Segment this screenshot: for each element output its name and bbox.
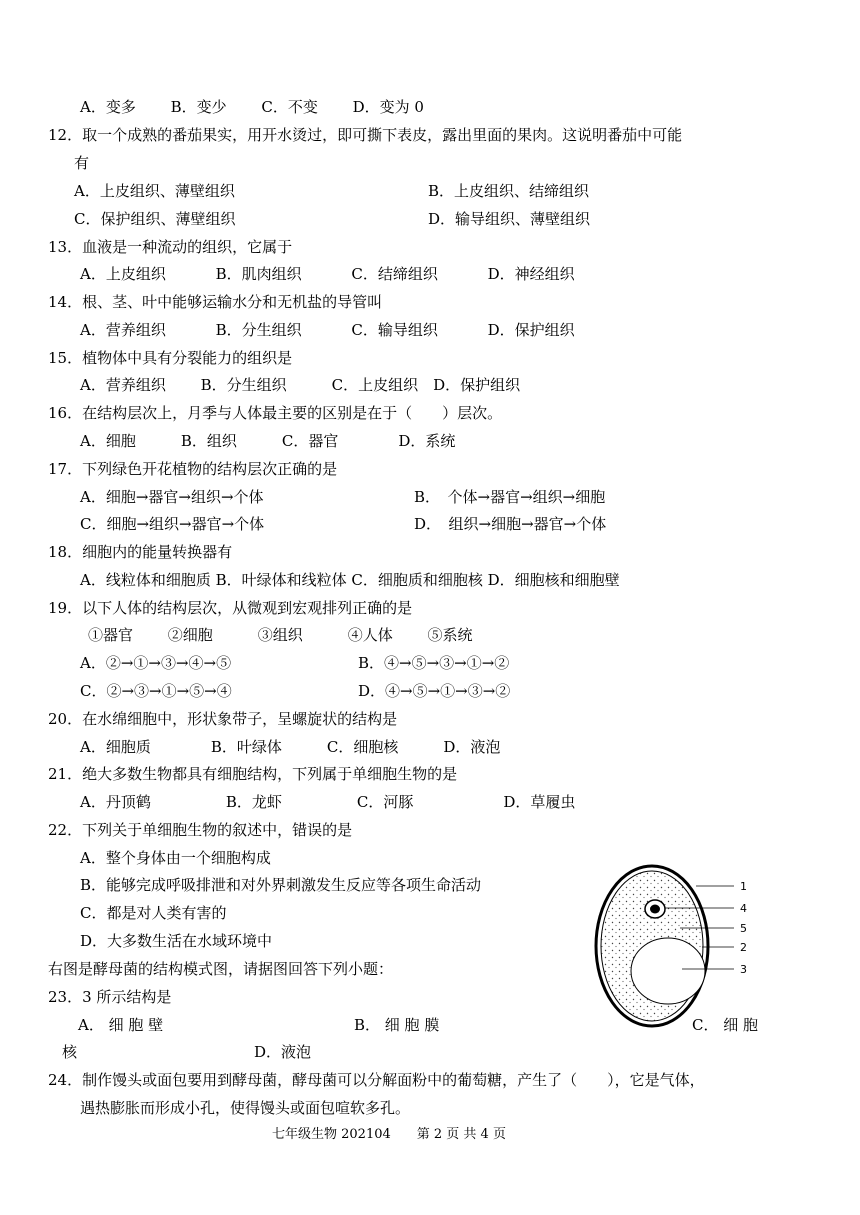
q24-stem: 24．制作馒头或面包要用到酵母菌，酵母菌可以分解面粉中的葡萄糖，产生了（ ），它是气体， <box>48 1071 705 1089</box>
q19-option-b: B．④→⑤→③→①→② <box>358 654 510 672</box>
q21-stem: 21．绝大多数生物都具有细胞结构，下列属于单细胞生物的是 <box>48 765 458 783</box>
q23-option-c: C． 细 胞 <box>692 1016 759 1034</box>
q14-options: A．营养组织 B．分生组织 C．输导组织 D．保护组织 <box>80 321 575 339</box>
q15-stem: 15．植物体中具有分裂能力的组织是 <box>48 349 293 367</box>
label-5: 5 <box>740 922 747 935</box>
nucleolus <box>650 905 660 914</box>
q12-option-a: A．上皮组织、薄壁组织 <box>74 182 235 200</box>
q20-options: A．细胞质 B．叶绿体 C．细胞核 D．液泡 <box>80 738 501 756</box>
q22-option-b: B．能够完成呼吸排泄和对外界刺激发生反应等各项生命活动 <box>80 876 482 894</box>
label-3: 3 <box>740 963 747 976</box>
q22-option-c: C．都是对人类有害的 <box>80 904 227 922</box>
q18-stem: 18．细胞内的能量转换器有 <box>48 543 233 561</box>
q19-option-d: D．④→⑤→①→③→② <box>358 682 511 700</box>
q21-options: A．丹顶鹤 B．龙虾 C．河豚 D．草履虫 <box>80 793 576 811</box>
q12-option-d: D．输导组织、薄壁组织 <box>428 210 591 228</box>
q20-stem: 20．在水绵细胞中，形状象带子，呈螺旋状的结构是 <box>48 710 398 728</box>
q16-options: A．细胞 B．组织 C．器官 D．系统 <box>80 432 456 450</box>
q22-option-a: A．整个身体由一个细胞构成 <box>80 849 271 867</box>
q13-stem: 13．血液是一种流动的组织，它属于 <box>48 238 293 256</box>
q12-stem-cont: 有 <box>74 154 90 172</box>
label-4: 4 <box>740 902 747 915</box>
q17-option-b: B． 个体→器官→组织→细胞 <box>414 488 606 506</box>
label-1: 1 <box>740 880 747 893</box>
q24-stem-cont: 遇热膨胀而形成小孔，使得馒头或面包喧软多孔。 <box>80 1099 411 1117</box>
q12-option-c: C．保护组织、薄壁组织 <box>74 210 236 228</box>
page-footer: 七年级生物 202104 第 2 页 共 4 页 <box>272 1127 506 1142</box>
q12-stem: 12．取一个成熟的番茄果实，用开水烫过，即可撕下表皮，露出里面的果肉。这说明番茄中可能 <box>48 126 683 144</box>
q19-stem: 19．以下人体的结构层次，从微观到宏观排列正确的是 <box>48 599 413 617</box>
q19-option-a: A．②→①→③→④→⑤ <box>80 654 232 672</box>
q15-options: A．营养组织 B．分生组织 C．上皮组织 D．保护组织 <box>80 376 521 394</box>
q23-stem: 23．3 所示结构是 <box>48 988 172 1006</box>
label-2: 2 <box>740 941 747 954</box>
q12-option-b: B．上皮组织、结缔组织 <box>428 182 590 200</box>
vacuole <box>631 938 705 1004</box>
q22-option-d: D．大多数生活在水域环境中 <box>80 932 273 950</box>
q23-option-b: B． 细 胞 膜 <box>354 1016 440 1034</box>
q14-stem: 14．根、茎、叶中能够运输水分和无机盐的导管叫 <box>48 293 383 311</box>
q18-options: A．线粒体和细胞质 B．叶绿体和线粒体 C．细胞质和细胞核 D．细胞核和细胞壁 <box>80 571 620 589</box>
q17-option-d: D． 组织→细胞→器官→个体 <box>414 515 607 533</box>
q22-stem: 22．下列关于单细胞生物的叙述中，错误的是 <box>48 821 353 839</box>
yeast-cell-diagram <box>590 858 790 1034</box>
q19-option-c: C．②→③→①→⑤→④ <box>80 682 232 700</box>
q11-options: A．变多 B．变少 C．不变 D．变为 0 <box>80 98 424 116</box>
q23-option-a: A． 细 胞 壁 <box>78 1016 164 1034</box>
q17-stem: 17．下列绿色开花植物的结构层次正确的是 <box>48 460 338 478</box>
q23-option-c-cont: 核 <box>62 1043 78 1061</box>
q17-option-c: C．细胞→组织→器官→个体 <box>80 515 265 533</box>
q17-option-a: A．细胞→器官→组织→个体 <box>80 488 264 506</box>
q16-stem: 16．在结构层次上，月季与人体最主要的区别是在于（ ）层次。 <box>48 404 503 422</box>
q19-items: ①器官 ②细胞 ③组织 ④人体 ⑤系统 <box>88 626 473 644</box>
q13-options: A．上皮组织 B．肌肉组织 C．结缔组织 D．神经组织 <box>80 265 575 283</box>
q23-option-d: D．液泡 <box>254 1043 312 1061</box>
figure-intro: 右图是酵母菌的结构模式图，请据图回答下列小题： <box>48 960 394 978</box>
